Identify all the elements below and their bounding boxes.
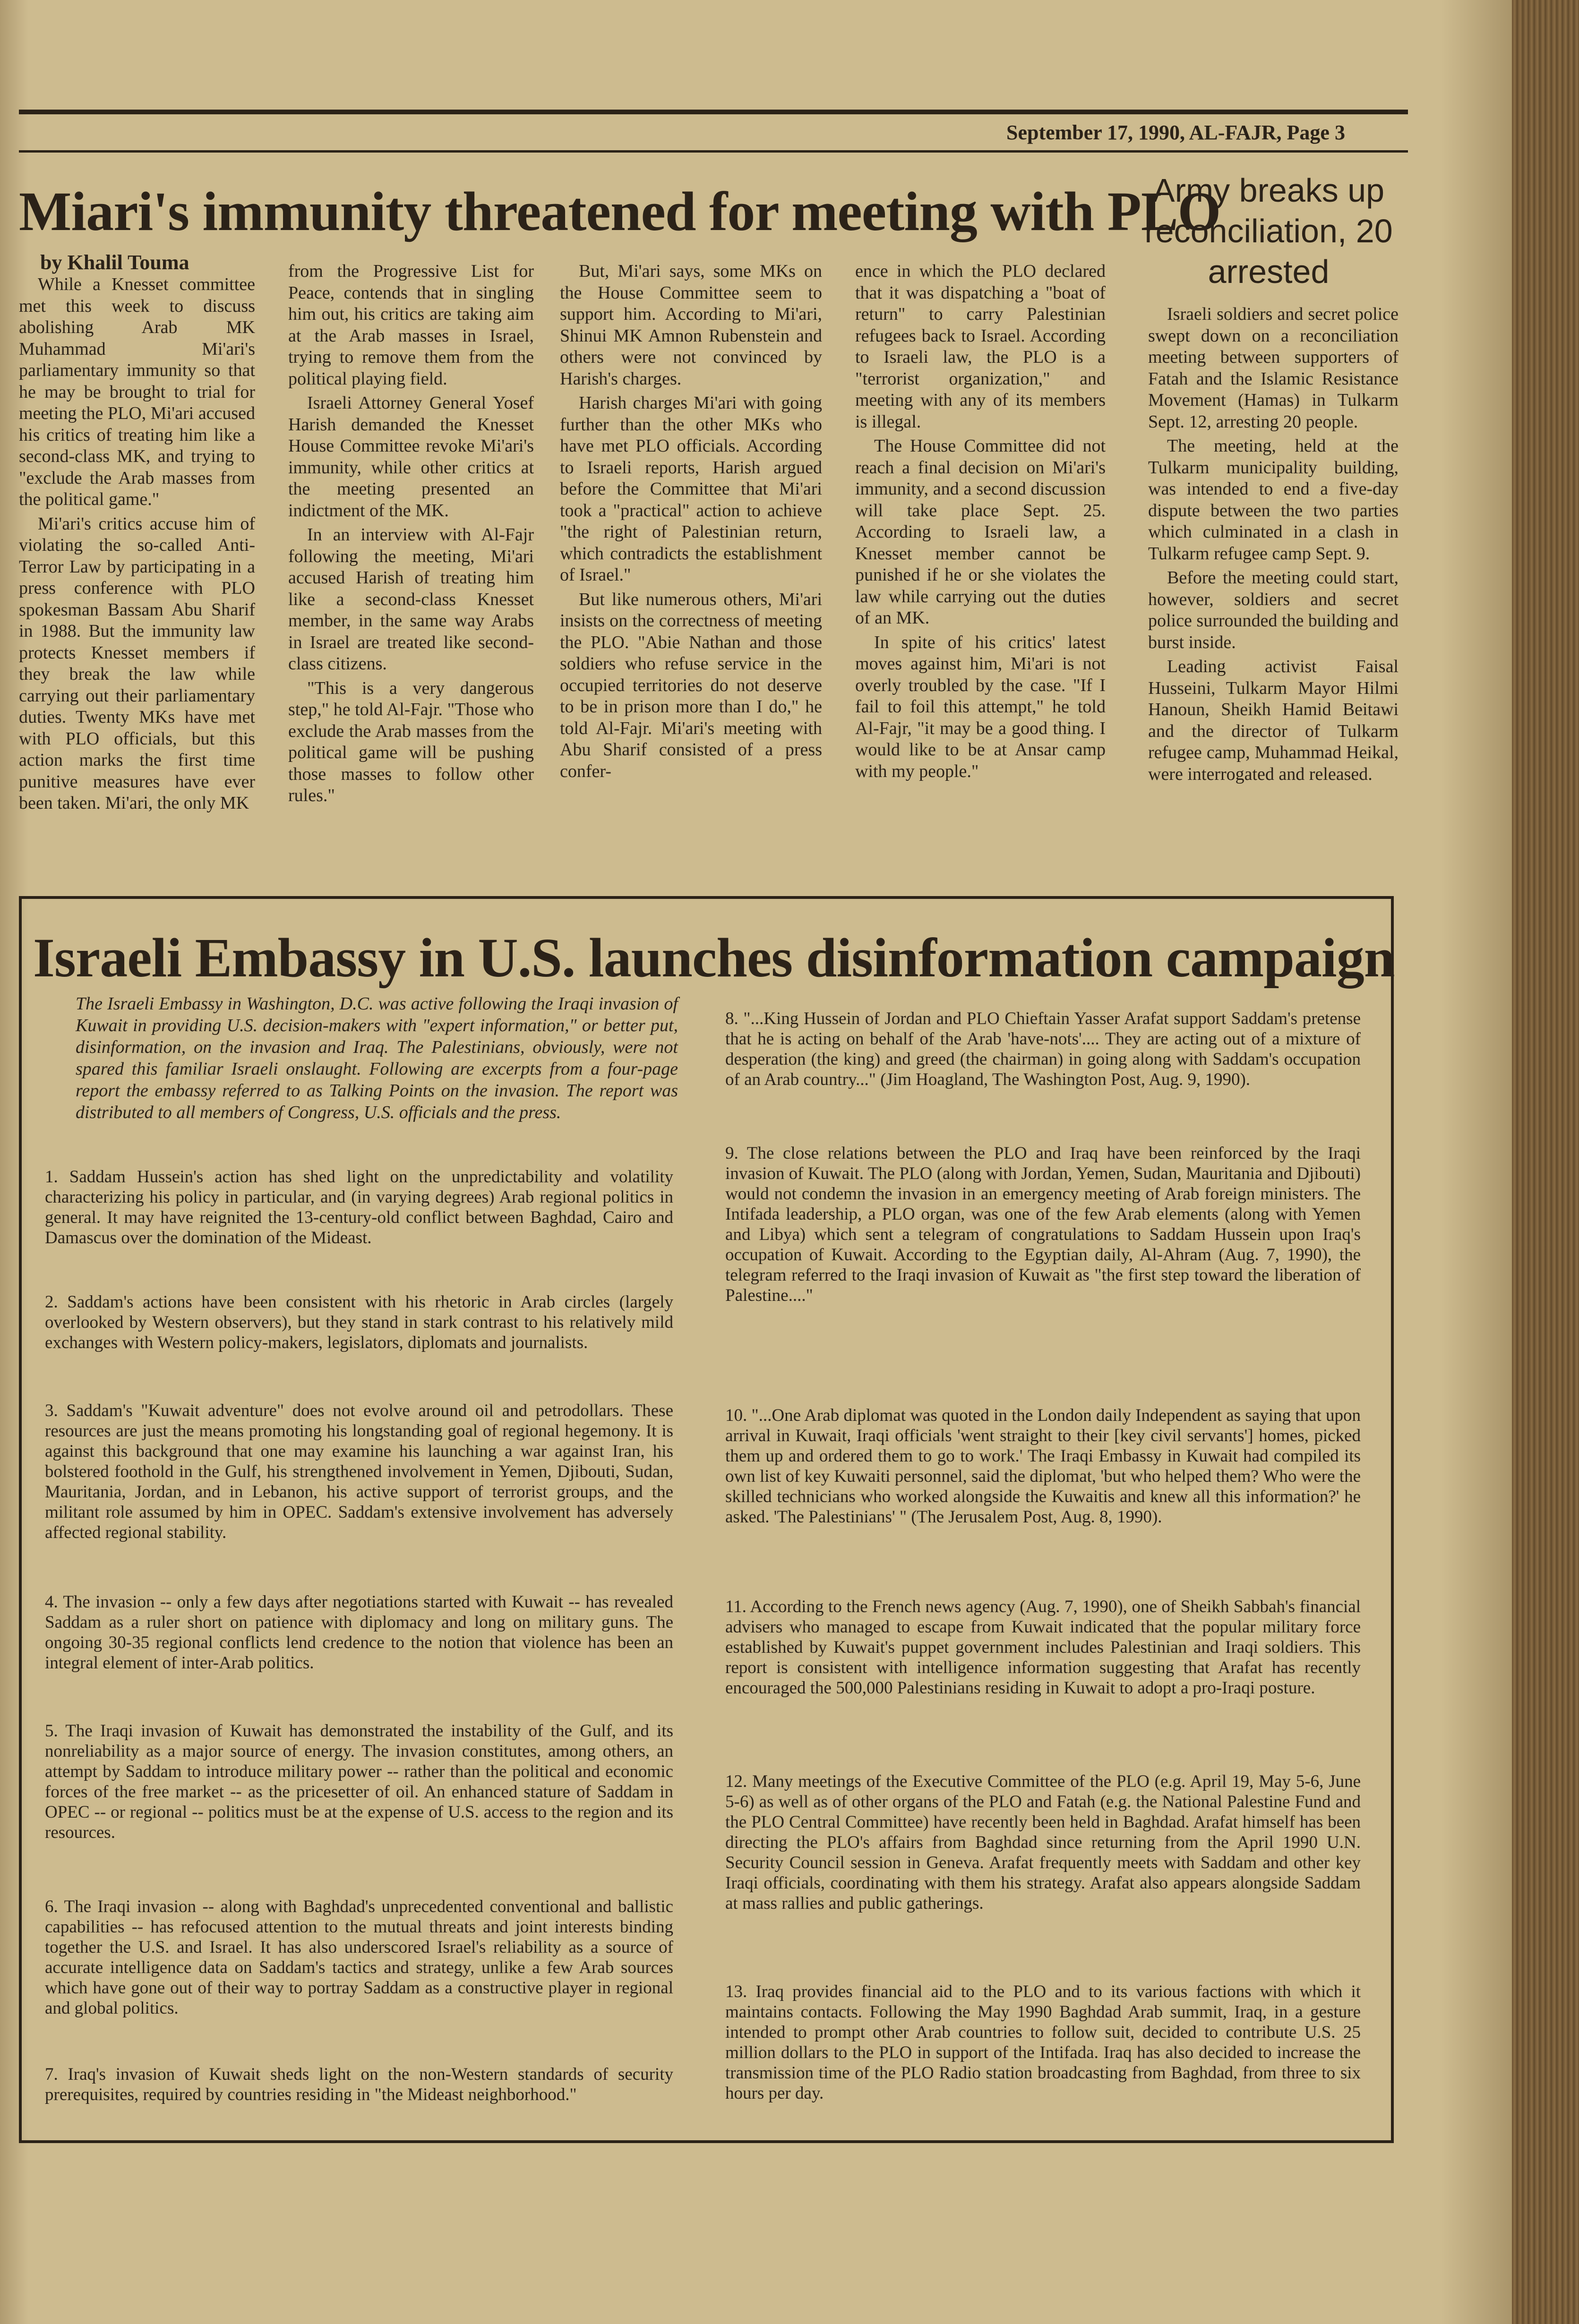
paragraph: While a Knesset committee met this week to discuss abolishing Arab MK Muhammad Mi'ari's parliamentary immunity so that he may be brought to trial for meeting the PLO, Mi'ari accused his critics of treating him like a second-class MK, and trying to "exclude the Arab masses from the political game." — [19, 274, 255, 509]
headline-embassy: Israeli Embassy in U.S. launches disinformation campaign — [33, 927, 1395, 989]
paragraph: from the Progressive List for Peace, contends that in singling him out, his critics are taking aim at the Arab masses in Israel, trying to remove them from the political playing field. — [288, 261, 534, 389]
talking-point-4: 4. The invasion -- only a few days after negotiations started with Kuwait -- has revealed Saddam as a ruler short on patience with diplomacy and long on military guns. The ongoing 30-35 regional conflicts lend credence to the notion that violence has been an integral element of inter-Arab politics. — [45, 1592, 673, 1673]
paragraph: In spite of his critics' latest moves against him, Mi'ari is not overly troubled by the case. "If I fail to foil this attempt," he told Al-Fajr, "it may be a good thing. I would like to be at Ansar camp with my people." — [855, 632, 1106, 781]
talking-point-9: 9. The close relations between the PLO and Iraq have been reinforced by the Iraqi invasion of Kuwait. The PLO (along with Jordan, Yemen, Sudan, Mauritania and Djibouti) would not condemn the invasion in an emergency meeting of Arab foreign ministers. The Intifada leadership, a PLO organ, was one of the few Arab elements (along with Yemen and Libya) which sent a telegram of congratulations to Saddam Hussein upon Iraq's occupation of Kuwait. According to the Egyptian daily, Al-Ahram (Aug. 7, 1990), the telegram referred to the Iraqi invasion of Kuwait as "the first step toward the liberation of Palestine...." — [725, 1144, 1361, 1305]
paragraph: The House Committee did not reach a final decision on Mi'ari's immunity, and a second discussion will take place Sept. 25. According to Israeli law, a Knesset member cannot be punished if he or she violates the law while carrying out the duties of an MK. — [855, 436, 1106, 628]
talking-point-13: 13. Iraq provides financial aid to the PLO and to its various factions with which it maintains contacts. Following the May 1990 Baghdad Arab summit, Iraq, in a gesture intended to prompt other Arab countries to follow suit, decided to contribute U.S. 25 million dollars to the PLO in support of the Intifada. Iraq has also decided to increase the transmission time of the PLO Radio station broadcasting from Baghdad, from three to six hours per day. — [725, 1982, 1361, 2103]
talking-point-6: 6. The Iraqi invasion -- along with Baghdad's unprecedented conventional and ballistic capabilities -- has refocused attention to the mutual threats and joint interests binding together the U.S. and Israel. It has also underscored Israel's reliability as a source of accurate intelligence data on Saddam's tactics and strategy, unlike a few Arab sources which have gone out of their way to portray Saddam as a constructive player in regional and global politics. — [45, 1897, 673, 2018]
paragraph: Israeli Attorney General Yosef Harish demanded the Knesset House Committee revoke Mi'ari's immunity, while other critics at the meeting presented an indictment of the MK. — [288, 393, 534, 521]
paragraph: But like numerous others, Mi'ari insists on the correctness of meeting the PLO. "Abie Nathan and those soldiers who refuse service in the occupied territories do not deserve to be in prison more than I do," he told Al-Fajr. Mi'ari's meeting with Abu Sharif consisted of a press confer- — [560, 589, 822, 781]
talking-point-12: 12. Many meetings of the Executive Committee of the PLO (e.g. April 19, May 5-6, June 5-6) as well as of other organs of the PLO and Fatah (e.g. the National Palestine Fund and the PLO Central Committee) have recently been held in Baghdad. Arafat himself has been directing the PLO's affairs from Baghdad since returning from the April 1990 U.N. Security Council session in Geneva. Arafat frequently meets with Saddam and other key Iraqi officials, coordinating with them his strategy. Arafat also appears alongside Saddam at mass rallies and public gatherings. — [725, 1772, 1361, 1913]
headline-army: Army breaks up reconciliation, 20 arrested — [1144, 172, 1393, 290]
article1-column-4 — [855, 261, 1106, 785]
paragraph: Harish charges Mi'ari with going further than the other MKs who have met PLO officials. According to Israeli reports, Harish argued before the Committee that Mi'ari took a "practical" action to achieve "the right of Palestinian return, which contradicts the establishment of Israel." — [560, 393, 822, 585]
article1-column-1 — [19, 274, 255, 817]
talking-point-3: 3. Saddam's "Kuwait adventure" does not evolve around oil and petrodollars. These resources are just the means promoting his longstanding goal of regional hegemony. It is against this background that one may examine his launching a war against Iran, his bolstered foothold in the Gulf, his strengthened involvement in Yemen, Djibouti, Sudan, Mauritania, Jordan, and in Lebanon, his active support of terrorist groups, and the militant role assumed by him in OPEC. Saddam's extensive involvement has adversely affected regional stability. — [45, 1401, 673, 1542]
header-underline — [19, 150, 1408, 153]
talking-point-8: 8. "...King Hussein of Jordan and PLO Chieftain Yasser Arafat support Saddam's pretense that he is acting on behalf of the Arab 'have-nots'.... They are acting out of a mixture of desperation (the king) and greed (the chairman) in going along with Saddam's occupation of an Arab country..." (Jim Hoagland, The Washington Post, Aug. 9, 1990). — [725, 1009, 1361, 1089]
paragraph: In an interview with Al-Fajr following the meeting, Mi'ari accused Harish of treating him like a second-class Knesset member, in the same way Arabs in Israel are treated like second-class citizens. — [288, 525, 534, 674]
book-binding — [1512, 0, 1579, 2324]
paragraph: ence in which the PLO declared that it was dispatching a "boat of return" to carry Palestinian refugees back to Israel. According to Israeli law, the PLO is a "terrorist organization," and meeting with any of its members is illegal. — [855, 261, 1106, 432]
article1-column-2 — [288, 261, 534, 810]
talking-point-1: 1. Saddam Hussein's action has shed light on the unpredictability and volatility characterizing his policy in particular, and (in varying degrees) Arab regional politics in general. It may have reignited the 13-century-old conflict between Baghdad, Cairo and Damascus over the domination of the Mideast. — [45, 1167, 673, 1247]
paragraph: The meeting, held at the Tulkarm municipality building, was intended to end a five-day dispute between the two parties which culminated in a clash in Tulkarm refugee camp Sept. 9. — [1148, 436, 1399, 564]
paragraph: Before the meeting could start, however, soldiers and secret police surrounded the building and burst inside. — [1148, 568, 1399, 652]
talking-point-11: 11. According to the French news agency (Aug. 7, 1990), one of Sheikh Sabbah's financial advisers who managed to escape from Kuwait indicated that the popular military force established by Kuwait's puppet government includes Palestinian and Iraqi soldiers. This report is consistent with intelligence information suggesting that Arafat has recently encouraged the 500,000 Palestinians residing in Kuwait to adopt a pro-Iraqi posture. — [725, 1597, 1361, 1698]
paragraph: Mi'ari's critics accuse him of violating the so-called Anti-Terror Law by participating in a press conference with PLO spokesman Bassam Abu Sharif in 1988. But the immunity law protects Knesset members if they break the law while carrying out their parliamentary duties. Twenty MKs have met with PLO officials, but this action marks the first time punitive measures have ever been taken. Mi'ari, the only MK — [19, 513, 255, 813]
article2-column — [1148, 304, 1399, 788]
byline: by Khalil Touma — [40, 251, 189, 274]
headline-miari: Miari's immunity threatened for meeting with PLO — [19, 180, 1221, 242]
paragraph: Leading activist Faisal Husseini, Tulkarm Mayor Hilmi Hanoun, Sheikh Hamid Beitawi and the director of Tulkarm refugee camp, Muhammad Heikal, were interrogated and released. — [1148, 657, 1399, 784]
header-rule — [19, 110, 1408, 114]
talking-point-10: 10. "...One Arab diplomat was quoted in the London daily Independent as saying that upon arrival in Kuwait, Iraqi officials 'went straight to their [key civil servants'] homes, picked them up and ordered them to go to work.' The Iraqi Embassy in Kuwait had compiled its own list of key Kuwaiti personnel, said the diplomat, 'but who helped them? Who were the skilled technicians who worked alongside the Kuwaitis and knew all this information?' he asked. 'The Palestinians' " (The Jerusalem Post, Aug. 8, 1990). — [725, 1406, 1361, 1527]
paragraph: But, Mi'ari says, some MKs on the House Committee seem to support him. According to Mi'ari, Shinui MK Amnon Rubenstein and others were not convinced by Harish's charges. — [560, 261, 822, 389]
talking-point-7: 7. Iraq's invasion of Kuwait sheds light on the non-Western standards of security prerequisites, required by countries residing in "the Mideast neighborhood." — [45, 2065, 673, 2104]
talking-point-2: 2. Saddam's actions have been consistent with his rhetoric in Arab circles (largely overlooked by Western observers), but they stand in stark contrast to his relatively mild exchanges with Western policy-makers, legislators, diplomats and journalists. — [45, 1292, 673, 1352]
article3-intro: The Israeli Embassy in Washington, D.C. was active following the Iraqi invasion of Kuwait in providing U.S. decision-makers with "expert information," or better put, disinformation, on the invasion and Iraq. The Palestinians, obviously, were not spared this familiar Israeli onslaught. Following are excerpts from a four-page report the embassy referred to as Talking Points on the invasion. The report was distributed to all members of Congress, U.S. officials and the press. — [76, 994, 678, 1122]
paragraph: Israeli soldiers and secret police swept down on a reconciliation meeting between supporters of Fatah and the Islamic Resistance Movement (Hamas) in Tulkarm Sept. 12, arresting 20 people. — [1148, 304, 1399, 432]
page-header: September 17, 1990, AL-FAJR, Page 3 — [1006, 121, 1345, 144]
talking-point-5: 5. The Iraqi invasion of Kuwait has demonstrated the instability of the Gulf, and its nonreliability as a major source of energy. The invasion constitutes, among others, an attempt by Saddam to introduce military power -- rather than the political and economic forces of the free market -- as the pricesetter of oil. An enhanced stature of Saddam in OPEC -- or regional -- politics must be at the expense of U.S. access to the region and its resources. — [45, 1721, 673, 1842]
paragraph: "This is a very dangerous step," he told Al-Fajr. "Those who exclude the Arab masses from the political game will be pushing those masses to follow other rules." — [288, 678, 534, 805]
article1-column-3 — [560, 261, 822, 785]
